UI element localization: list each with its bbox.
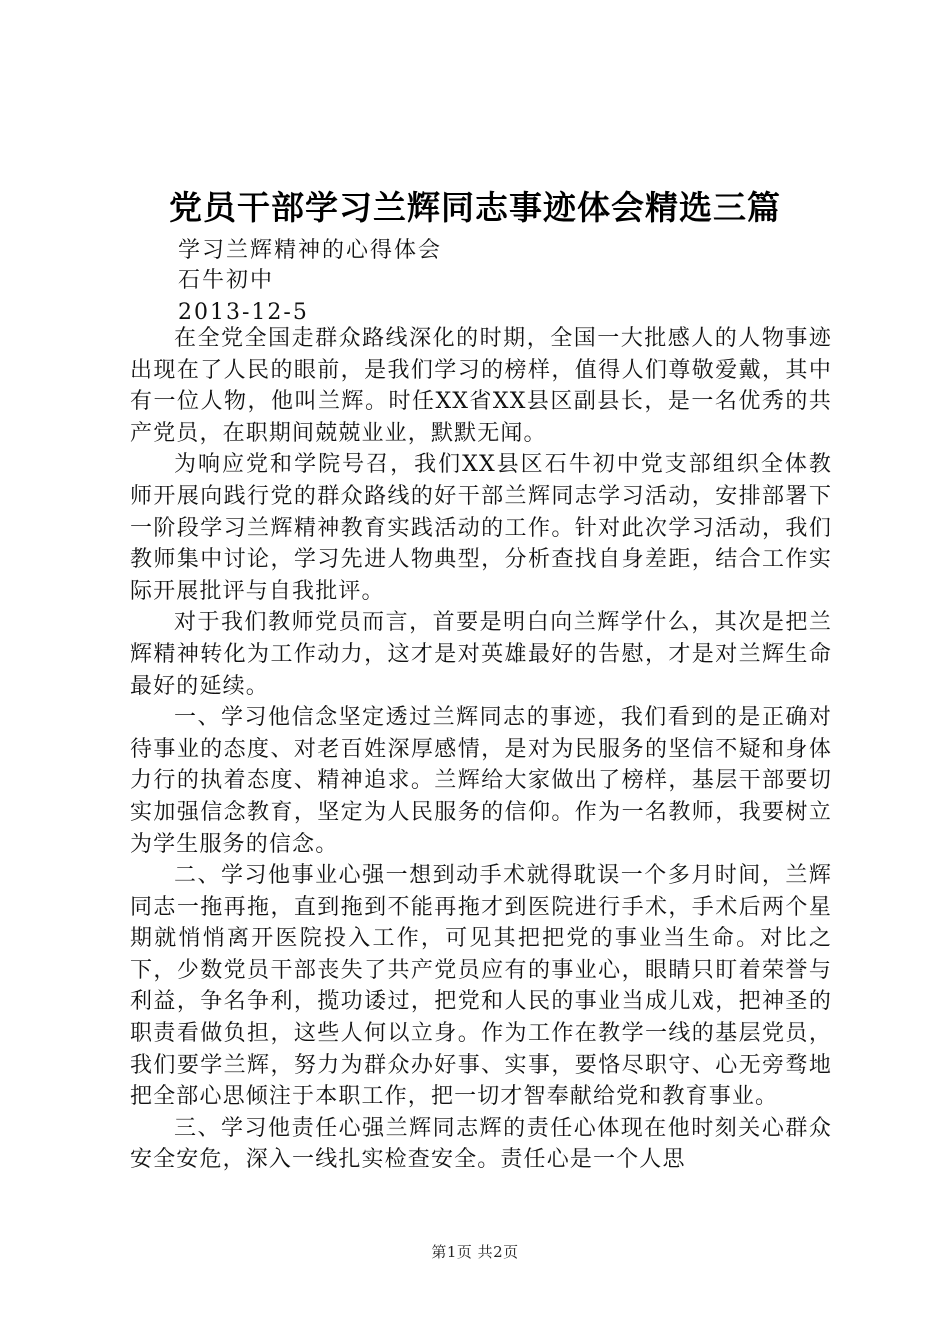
page-number-footer: 第1页 共2页 (431, 1243, 519, 1261)
document-body (130, 323, 832, 1176)
paragraph-section-1: 一、学习他信念坚定透过兰辉同志的事迹，我们看到的是正确对待事业的态度、对老百姓深厚感情，是对为民服务的坚信不疑和身体力行的执着态度、精神追求。兰辉给大家做出了榜样，基层干部要切实加强信念教育，坚定为人民服务的信仰。作为一名教师，我要树立为学生服务的信念。 (130, 705, 832, 857)
paragraph-purpose: 对于我们教师党员而言，首要是明白向兰辉学什么，其次是把兰辉精神转化为工作动力，这才是对英雄最好的告慰，才是对兰辉生命最好的延续。 (130, 610, 832, 699)
author-school: 石牛初中 (178, 268, 275, 293)
document-subtitle: 学习兰辉精神的心得体会 (178, 238, 443, 263)
paragraph-section-2: 二、学习他事业心强一想到动手术就得耽误一个多月时间，兰辉同志一拖再拖，直到拖到不能再拖才到医院进行手术，手术后两个星期就悄悄离开医院投入工作，可见其把把党的事业当生命。对比之下，少数党员干部丧失了共产党员应有的事业心，眼睛只盯着荣誉与利益，争名争利，揽功诿过，把党和人民的事业当成儿戏，把神圣的职责看做负担，这些人何以立身。作为工作在教学一线的基层党员，我们要学兰辉，努力为群众办好事、实事，要恪尽职守、心无旁骛地把全部心思倾注于本职工作，把一切才智奉献给党和教育事业。 (130, 863, 832, 1110)
paragraph-intro: 在全党全国走群众路线深化的时期，全国一大批感人的人物事迹出现在了人民的眼前，是我们学习的榜样，值得人们尊敬爱戴，其中有一位人物，他叫兰辉。时任XX省XX县区副县长，是一名优秀的共产党员，在职期间兢兢业业，默默无闻。 (130, 326, 832, 446)
document-title: 党员干部学习兰辉同志事迹体会精选三篇 (169, 188, 781, 227)
paragraph-section-3: 三、学习他责任心强兰辉同志辉的责任心体现在他时刻关心群众安全安危，深入一线扎实检查安全。责任心是一个人思 (130, 1115, 832, 1173)
document-date: 2013-12-5 (178, 300, 309, 325)
paragraph-activity: 为响应党和学院号召，我们XX县区石牛初中党支部组织全体教师开展向践行党的群众路线的好干部兰辉同志学习活动，安排部署下一阶段学习兰辉精神教育实践活动的工作。针对此次学习活动，我们教师集中讨论，学习先进人物典型，分析查找自身差距，结合工作实际开展批评与自我批评。 (130, 452, 832, 604)
